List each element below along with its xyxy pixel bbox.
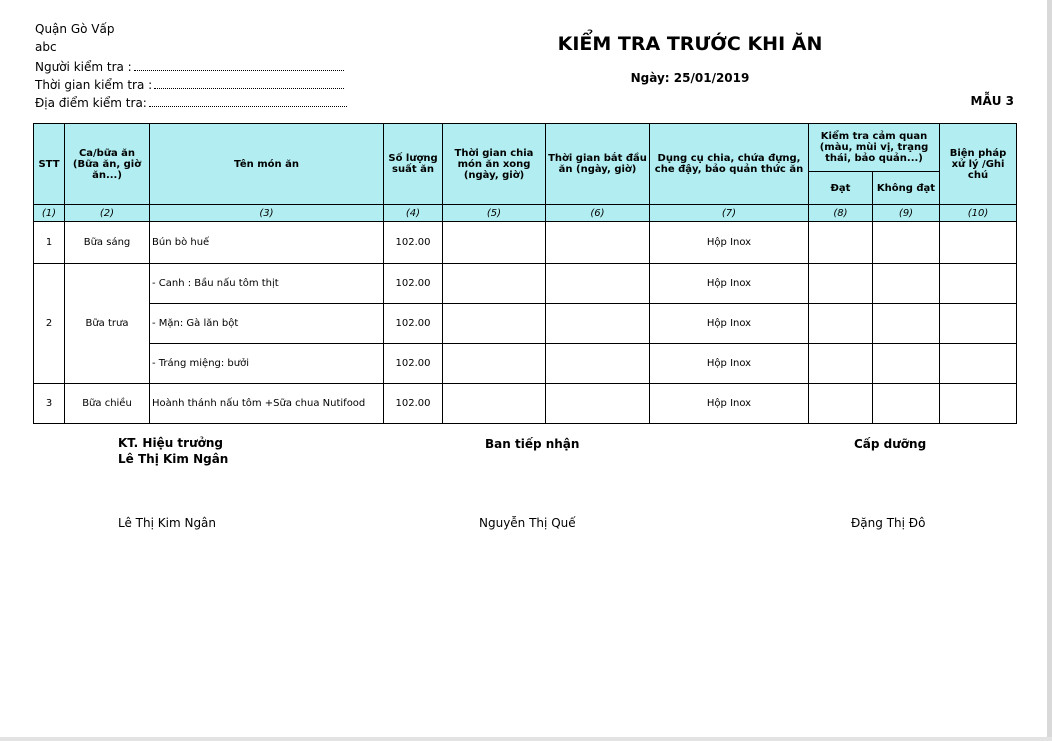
col-number: (3) [150, 205, 384, 222]
col-number: (1) [34, 205, 65, 222]
cell-qty: 102.00 [384, 384, 443, 424]
table-row [34, 222, 1017, 264]
cell-stt: 2 [34, 264, 65, 384]
cell-pass [809, 264, 873, 304]
time-label: Thời gian kiểm tra : [35, 78, 153, 92]
district-text: Quận Gò Vấp [35, 22, 115, 36]
col-header-measures: Biện pháp xử lý /Ghi chú [940, 124, 1017, 205]
cell-fail [873, 264, 940, 304]
cell-qty: 102.00 [384, 304, 443, 344]
cell-dish: Hoành thánh nấu tôm +Sữa chua Nutifood [150, 384, 384, 424]
cell-fail [873, 304, 940, 344]
col-header-meal: Ca/bữa ăn (Bữa ăn, giờ ăn...) [65, 124, 150, 205]
page-shadow-bottom [0, 737, 1052, 741]
document-title: KIỂM TRA TRƯỚC KHI ĂN [557, 33, 823, 55]
cell-dish: - Canh : Bầu nấu tôm thịt [150, 264, 384, 304]
school-text: abc [35, 40, 57, 54]
cell-utensils: Hộp Inox [650, 304, 809, 344]
inspector-label: Người kiểm tra : [35, 60, 132, 74]
cell-fail [873, 222, 940, 264]
cell-qty: 102.00 [384, 264, 443, 304]
inspector-line [35, 60, 344, 74]
document-date: Ngày: 25/01/2019 [630, 71, 750, 85]
cell-split-done [443, 222, 546, 264]
cook-signature-name: Đặng Thị Đô [851, 516, 926, 530]
col-number: (10) [940, 205, 1017, 222]
table-row [34, 344, 1017, 384]
cell-stt: 3 [34, 384, 65, 424]
cell-measures [940, 384, 1017, 424]
cell-measures [940, 264, 1017, 304]
cell-pass [809, 384, 873, 424]
col-header-start-time: Thời gian bắt đầu ăn (ngày, giờ) [546, 124, 650, 205]
cell-start-time [546, 304, 650, 344]
principal-title: KT. Hiệu trưởng [118, 436, 223, 450]
col-header-dish: Tên món ăn [150, 124, 384, 205]
cell-pass [809, 344, 873, 384]
cell-split-done [443, 384, 546, 424]
cell-pass [809, 222, 873, 264]
receiver-title: Ban tiếp nhận [485, 437, 580, 451]
location-blank [149, 97, 347, 107]
col-number: (4) [384, 205, 443, 222]
page-shadow-right [1047, 0, 1052, 741]
cell-start-time [546, 264, 650, 304]
cell-fail [873, 344, 940, 384]
cell-utensils: Hộp Inox [650, 344, 809, 384]
cell-start-time [546, 344, 650, 384]
cell-utensils: Hộp Inox [650, 384, 809, 424]
col-number: (8) [809, 205, 873, 222]
cell-start-time [546, 222, 650, 264]
principal-signature-name: Lê Thị Kim Ngân [118, 516, 217, 530]
col-number: (2) [65, 205, 150, 222]
inspection-table [33, 123, 1017, 424]
column-number-row [34, 205, 1017, 222]
cell-dish: - Tráng miệng: bưởi [150, 344, 384, 384]
table-row [34, 264, 1017, 304]
cell-meal: Bữa sáng [65, 222, 150, 264]
time-blank [154, 79, 344, 89]
cell-utensils: Hộp Inox [650, 222, 809, 264]
col-header-fail: Không đạt [873, 172, 940, 205]
cell-fail [873, 384, 940, 424]
col-header-split-done: Thời gian chia món ăn xong (ngày, giờ) [443, 124, 546, 205]
col-number: (9) [873, 205, 940, 222]
col-header-sensory: Kiểm tra cảm quan (màu, mùi vị, trạng thái, bảo quản...) [809, 124, 940, 172]
cell-measures [940, 222, 1017, 264]
col-header-utensils: Dụng cụ chia, chứa đựng, che đậy, bảo quản thức ăn [650, 124, 809, 205]
cell-measures [940, 304, 1017, 344]
col-header-pass: Đạt [809, 172, 873, 205]
time-line [35, 78, 344, 92]
cell-split-done [443, 304, 546, 344]
principal-name-header: Lê Thị Kim Ngân [118, 452, 229, 466]
cell-stt: 1 [34, 222, 65, 264]
cell-measures [940, 344, 1017, 384]
cell-pass [809, 304, 873, 344]
cell-split-done [443, 264, 546, 304]
cell-qty: 102.00 [384, 344, 443, 384]
cell-dish: - Mặn: Gà lăn bột [150, 304, 384, 344]
cell-meal: Bữa chiều [65, 384, 150, 424]
cell-start-time [546, 384, 650, 424]
location-label: Địa điểm kiểm tra: [35, 96, 147, 110]
cell-split-done [443, 344, 546, 384]
form-number: MẪU 3 [970, 94, 1014, 108]
receiver-signature-name: Nguyễn Thị Quế [479, 516, 576, 530]
col-number: (5) [443, 205, 546, 222]
cell-utensils: Hộp Inox [650, 264, 809, 304]
cell-meal: Bữa trưa [65, 264, 150, 384]
inspector-blank [134, 61, 344, 71]
col-number: (6) [546, 205, 650, 222]
cook-title: Cấp dưỡng [854, 437, 927, 451]
cell-dish: Bún bò huế [150, 222, 384, 264]
col-number: (7) [650, 205, 809, 222]
location-line [35, 96, 347, 110]
cell-qty: 102.00 [384, 222, 443, 264]
col-header-qty: Số lượng suất ăn [384, 124, 443, 205]
table-row [34, 384, 1017, 424]
col-header-stt: STT [34, 124, 65, 205]
table-row [34, 304, 1017, 344]
